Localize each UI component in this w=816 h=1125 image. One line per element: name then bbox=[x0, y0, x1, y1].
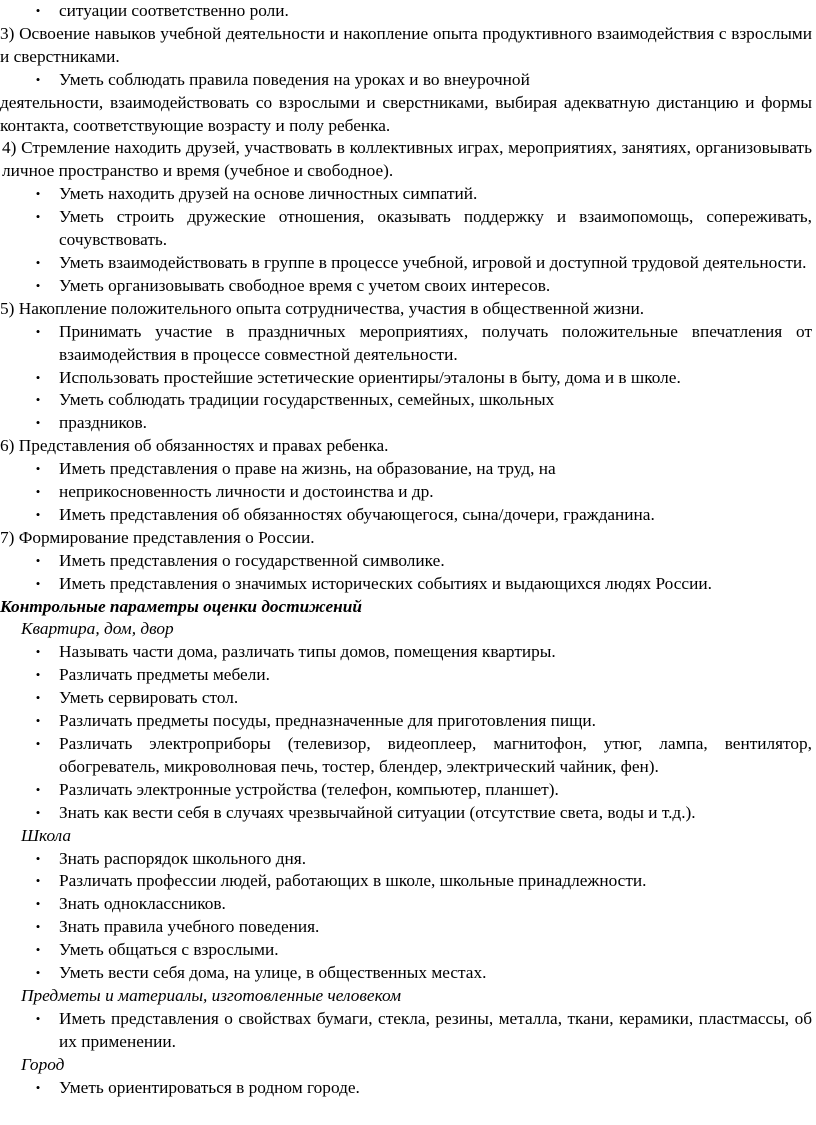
list-item bbox=[0, 779, 816, 802]
paragraph-5: 5) Накопление положительного опыта сотрудничества, участия в общественной жизни. bbox=[0, 298, 645, 318]
list-item-text: Называть части дома, различать типы домов, помещения квартиры. bbox=[59, 642, 556, 662]
list-item-text: Уметь ориентироваться в родном городе. bbox=[59, 1077, 360, 1097]
list-item bbox=[0, 962, 816, 985]
list-item bbox=[0, 367, 816, 390]
bullet-icon: • bbox=[35, 667, 41, 683]
list-item-text: неприкосновенность личности и достоинства и др. bbox=[59, 482, 434, 502]
list-item bbox=[0, 893, 816, 916]
list-item bbox=[0, 802, 816, 825]
subheading-school: Школа bbox=[21, 825, 72, 845]
bullet-icon: • bbox=[35, 1010, 41, 1026]
list-item-text: Уметь сервировать стол. bbox=[59, 688, 239, 708]
list-item-text: Иметь представления об обязанностях обучающегося, сына/дочери, гражданина. bbox=[59, 504, 655, 524]
list-item-text: Различать предметы посуды, предназначенные для приготовления пищи. bbox=[59, 711, 596, 731]
list-item bbox=[0, 321, 816, 367]
list-item-text: Различать профессии людей, работающих в школе, школьные принадлежности. bbox=[59, 871, 647, 891]
list-item bbox=[0, 252, 816, 275]
bullet-icon: • bbox=[35, 369, 41, 385]
bullet-icon: • bbox=[35, 575, 41, 591]
bullet-icon: • bbox=[35, 850, 41, 866]
list-item-text: Уметь общаться с взрослыми. bbox=[59, 940, 279, 960]
list-item bbox=[0, 916, 816, 939]
list-item bbox=[0, 710, 816, 733]
list-item-text: Иметь представления о свойствах бумаги, стекла, резины, металла, ткани, керамики, пластмассы, об их применении. bbox=[59, 1008, 812, 1051]
list-item-text: Принимать участие в праздничных мероприятиях, получать положительные впечатления от взаимодействия в процессе совместной деятельности. bbox=[59, 321, 812, 364]
list-item bbox=[0, 1077, 816, 1100]
bullet-icon: • bbox=[35, 942, 41, 958]
bullet-icon: • bbox=[35, 506, 41, 522]
list-item-text: Уметь вести себя дома, на улице, в общественных местах. bbox=[59, 963, 487, 983]
bullet-icon: • bbox=[35, 713, 41, 729]
bullet-icon: • bbox=[35, 804, 41, 820]
list-item bbox=[0, 183, 816, 206]
bullet-icon: • bbox=[35, 71, 41, 87]
list-item-text: Знать одноклассников. bbox=[59, 894, 226, 914]
list-item bbox=[0, 389, 816, 412]
list-item-text: Использовать простейшие эстетические ориентиры/эталоны в быту, дома и в школе. bbox=[59, 367, 681, 387]
list-item bbox=[0, 1008, 816, 1054]
bullet-icon: • bbox=[35, 277, 41, 293]
list-item bbox=[0, 206, 816, 252]
bullet-icon: • bbox=[35, 3, 41, 18]
list-item-text: Уметь соблюдать традиции государственных, семейных, школьных bbox=[59, 390, 555, 410]
list-item-text: ситуации соответственно роли. bbox=[59, 1, 289, 20]
bullet-icon: • bbox=[35, 873, 41, 889]
bullet-icon: • bbox=[35, 965, 41, 981]
bullet-icon: • bbox=[35, 736, 41, 751]
bullet-icon: • bbox=[35, 186, 41, 202]
list-item-text: Различать предметы мебели. bbox=[59, 665, 270, 685]
bullet-icon: • bbox=[35, 644, 41, 660]
paragraph-6: 6) Представления об обязанностях и правах ребенка. bbox=[0, 436, 389, 456]
bullet-icon: • bbox=[35, 552, 41, 568]
bullet-icon: • bbox=[35, 461, 41, 477]
list-item bbox=[0, 733, 816, 779]
list-item bbox=[0, 458, 816, 481]
list-item bbox=[0, 664, 816, 687]
list-item-text: Различать электроприборы (телевизор, видеоплеер, магнитофон, утюг, лампа, вентилятор, обогреватель, микроволновая печь, тостер, блендер, электрический чайник, фен). bbox=[59, 734, 812, 776]
list-item-text: Иметь представления о праве на жизнь, на образование, на труд, на bbox=[59, 459, 556, 479]
paragraph-3: 3) Освоение навыков учебной деятельности и накопление опыта продуктивного взаимодействия с взрослыми и сверстниками. bbox=[0, 23, 812, 66]
paragraph-continuation: деятельности, взаимодействовать со взрослыми и сверстниками, выбирая адекватную дистанцию и формы контакта, соответствующие возрасту и полу ребенка. bbox=[0, 92, 812, 135]
list-item-text: Знать правила учебного поведения. bbox=[59, 917, 320, 937]
list-item-text: Уметь находить друзей на основе личностных симпатий. bbox=[59, 184, 478, 204]
paragraph-7: 7) Формирование представления о России. bbox=[0, 527, 315, 547]
list-item bbox=[0, 550, 816, 573]
subheading-materials: Предметы и материалы, изготовленные человеком bbox=[21, 985, 402, 1005]
section-heading-control: Контрольные параметры оценки достижений bbox=[0, 596, 362, 616]
bullet-icon: • bbox=[35, 392, 41, 408]
list-item-text: Уметь строить дружеские отношения, оказывать поддержку и взаимопомощь, сопереживать, сочувствовать. bbox=[59, 207, 812, 250]
list-item bbox=[0, 0, 816, 23]
paragraph-4: 4) Стремление находить друзей, участвовать в коллективных играх, мероприятиях, занятиях, организовывать личное пространство и время (учебное и свободное). bbox=[2, 138, 812, 181]
bullet-icon: • bbox=[35, 209, 41, 225]
list-item-text: Уметь соблюдать правила поведения на уроках и во внеурочной bbox=[59, 69, 530, 89]
list-item bbox=[0, 870, 816, 893]
list-item bbox=[0, 939, 816, 962]
bullet-icon: • bbox=[35, 690, 41, 706]
list-item bbox=[0, 504, 816, 527]
list-item-text: Иметь представления о значимых исторических событиях и выдающихся людях России. bbox=[59, 573, 712, 593]
list-item bbox=[0, 69, 816, 92]
list-item-text: Уметь взаимодействовать в группе в процессе учебной, игровой и доступной трудовой деятельности. bbox=[59, 252, 807, 272]
bullet-icon: • bbox=[35, 484, 41, 500]
list-item bbox=[0, 687, 816, 710]
bullet-icon: • bbox=[35, 896, 41, 912]
subheading-city: Город bbox=[21, 1054, 65, 1074]
list-item bbox=[0, 275, 816, 298]
list-item bbox=[0, 412, 816, 435]
bullet-icon: • bbox=[35, 323, 41, 339]
list-item bbox=[0, 641, 816, 664]
list-item bbox=[0, 573, 816, 596]
list-item-text: праздников. bbox=[59, 413, 148, 433]
list-item bbox=[0, 481, 816, 504]
bullet-icon: • bbox=[35, 919, 41, 935]
list-item-text: Различать электронные устройства (телефон, компьютер, планшет). bbox=[59, 779, 559, 799]
bullet-icon: • bbox=[35, 781, 41, 797]
bullet-icon: • bbox=[35, 415, 41, 431]
list-item-text: Знать как вести себя в случаях чрезвычайной ситуации (отсутствие света, воды и т.д.). bbox=[59, 802, 696, 822]
list-item-text: Уметь организовывать свободное время с учетом своих интересов. bbox=[59, 275, 551, 295]
bullet-icon: • bbox=[35, 1079, 41, 1095]
list-item bbox=[0, 848, 816, 871]
bullet-icon: • bbox=[35, 254, 41, 270]
list-item-text: Знать распорядок школьного дня. bbox=[59, 848, 307, 868]
subheading-home: Квартира, дом, двор bbox=[21, 619, 174, 639]
list-item-text: Иметь представления о государственной символике. bbox=[59, 550, 445, 570]
